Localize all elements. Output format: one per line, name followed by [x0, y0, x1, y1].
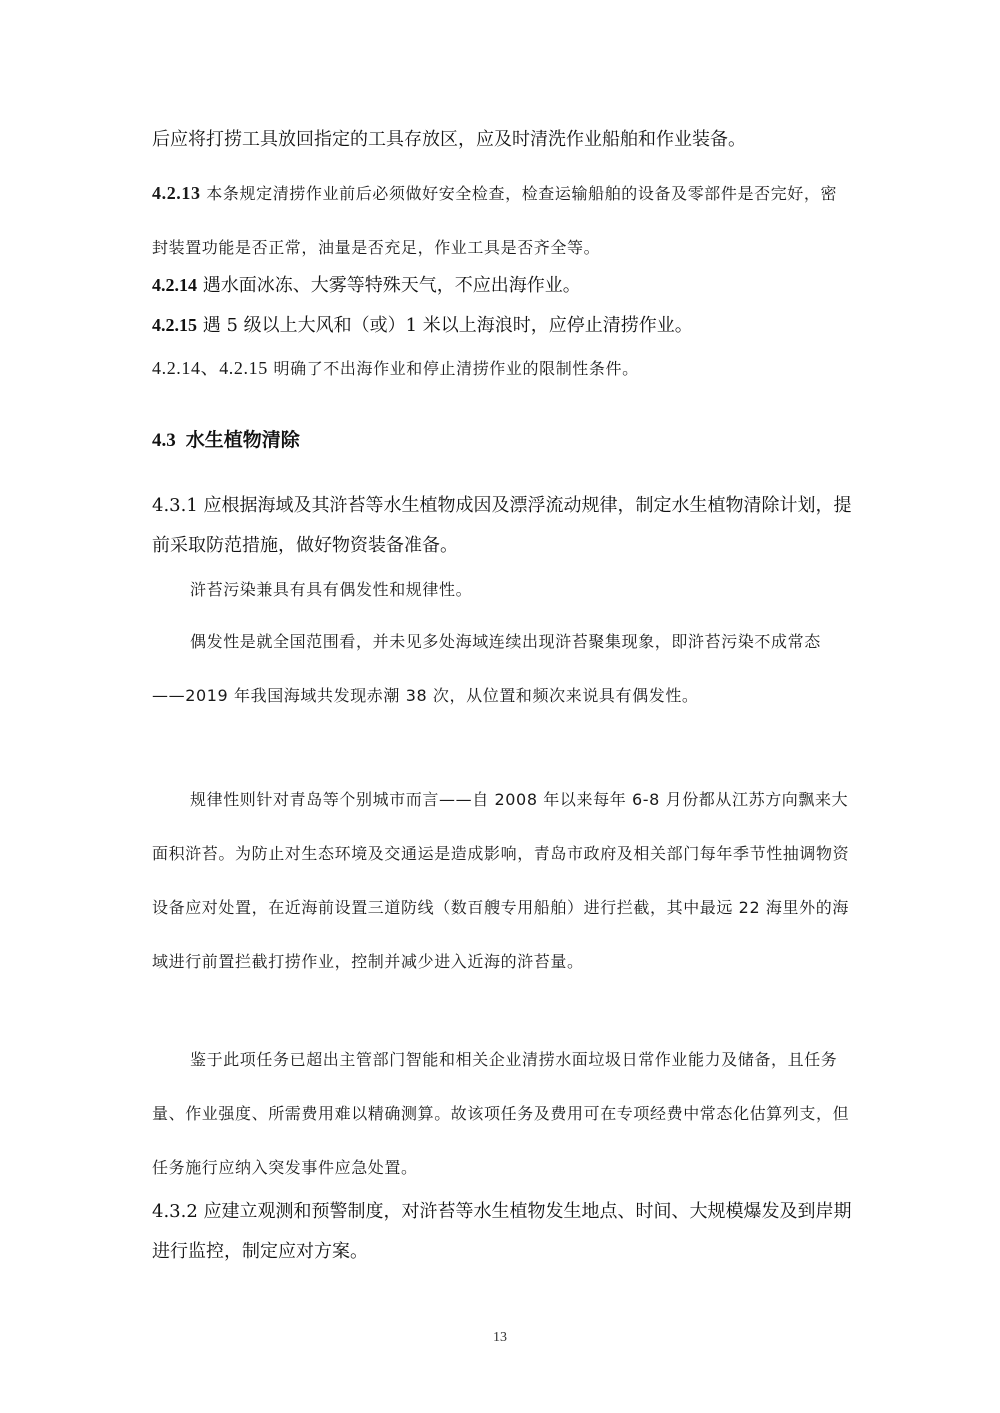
clause-number: 4.2.13: [152, 183, 201, 203]
clause-text: 本条规定清捞作业前后必须做好安全检查，检查运输船舶的设备及零部件是否完好，密封装置功能是否正常，油量是否充足，作业工具是否齐全等。: [152, 184, 838, 257]
clause-text: 遇水面冰冻、大雾等特殊天气，不应出海作业。: [202, 275, 581, 296]
paragraph-4-2-15: [152, 305, 852, 346]
section-number: 4.3: [152, 430, 176, 451]
page-number: 13: [493, 1330, 507, 1345]
section-heading-4-3: [152, 420, 852, 461]
paragraph-explanation-1: 浒苔污染兼具有具有偶发性和规律性。: [190, 580, 473, 599]
paragraph-4-2-13: [152, 166, 852, 275]
paragraph-explanation-3: 规律性则针对青岛等个别城市而言——自 2008 年以来每年 6-8 月份都从江苏方向飘来大面积浒苔。为防止对生态环境及交通运是造成影响，青岛市政府及相关部门每年季节性抽调物资设备应对处置，在近海前设置三道防线（数百艘专用船舶）进行拦截，其中最远 22 海里外的海域进行前置拦截打捞作业，控制并减少进入近海的浒苔量。: [152, 790, 850, 971]
section-title: 水生植物清除: [185, 429, 300, 451]
clause-number: 4.2.15: [152, 315, 197, 335]
clause-number: 4.2.14、4.2.15: [152, 358, 268, 378]
paragraph-4-2-14: [152, 265, 852, 306]
paragraph-explanation-4: 鉴于此项任务已超出主管部门智能和相关企业清捞水面垃圾日常作业能力及储备，且任务量、作业强度、所需费用难以精确测算。故该项任务及费用可在专项经费中常态化估算列支，但任务施行应纳入突发事件应急处置。: [152, 1050, 850, 1177]
paragraph-explanation-2: 偶发性是就全国范围看，并未见多处海域连续出现浒苔聚集现象，即浒苔污染不成常态——2019 年我国海域共发现赤潮 38 次，从位置和频次来说具有偶发性。: [152, 632, 821, 705]
clause-number: 4.2.14: [152, 275, 197, 295]
paragraph-continuation: 后应将打捞工具放回指定的工具存放区，应及时清洗作业船舶和作业装备。: [152, 129, 746, 150]
clause-text: 明确了不出海作业和停止清捞作业的限制性条件。: [273, 359, 639, 378]
paragraph-4-2-14-15-note: [152, 348, 852, 389]
clause-text: 遇 5 级以上大风和（或）1 米以上海浪时，应停止清捞作业。: [202, 315, 693, 336]
paragraph-4-3-1: 4.3.1 应根据海域及其浒苔等水生植物成因及漂浮流动规律，制定水生植物清除计划，提前采取防范措施，做好物资装备准备。: [152, 495, 852, 556]
paragraph-4-3-2: 4.3.2 应建立观测和预警制度，对浒苔等水生植物发生地点、时间、大规模爆发及到岸期进行监控，制定应对方案。: [152, 1201, 852, 1262]
